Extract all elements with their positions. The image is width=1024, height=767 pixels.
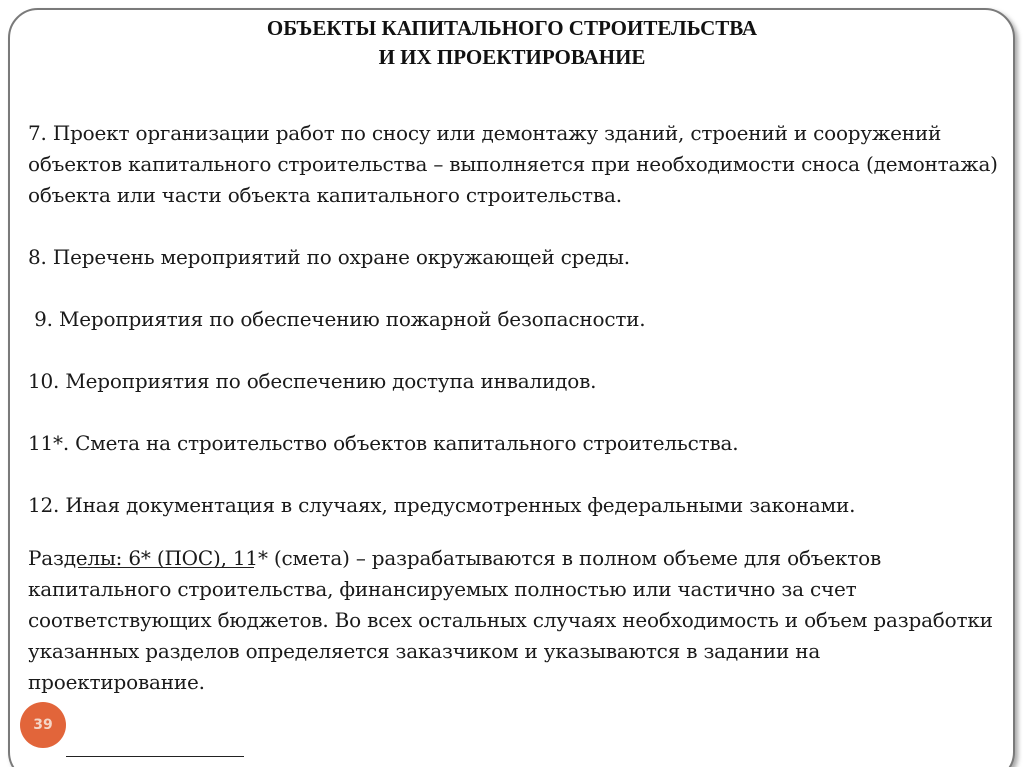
note-paragraph: Разделы: 6* (ПОС), 11* (смета) – разрабатываются в полном объеме для объектов капитального строительства, финансируемых полностью или частично за счет соответствующих бюджетов. Во всех остальных случаях необходимость и объем разработки указанных разделов определяется заказчиком и указываются в задании на проектирование. <box>28 546 993 694</box>
list-item-11: 11*. Смета на строительство объектов капитального строительства. <box>28 431 739 455</box>
list-item-8: 8. Перечень мероприятий по охране окружающей среды. <box>28 245 630 269</box>
slide-body <box>28 118 1000 698</box>
separator-line-bottom <box>66 756 244 757</box>
page-number-badge <box>20 702 66 748</box>
list-item-9: 9. Мероприятия по обеспечению пожарной безопасности. <box>28 307 646 331</box>
page-number: 39 <box>33 717 53 733</box>
title-line-1: ОБЪЕКТЫ КАПИТАЛЬНОГО СТРОИТЕЛЬСТВА <box>266 16 758 40</box>
list-item-10: 10. Мероприятия по обеспечению доступа инвалидов. <box>28 369 597 393</box>
slide-title <box>0 14 1024 72</box>
title-line-2: И ИХ ПРОЕКТИРОВАНИЕ <box>378 45 646 69</box>
list-item-12: 12. Иная документация в случаях, предусмотренных федеральными законами. <box>28 493 856 517</box>
list-item-7: 7. Проект организации работ по сносу или демонтажу зданий, строений и сооружений объектов капитального строительства – выполняется при необходимости сноса (демонтажа) объекта или части объекта капитального строительства. <box>28 121 998 207</box>
